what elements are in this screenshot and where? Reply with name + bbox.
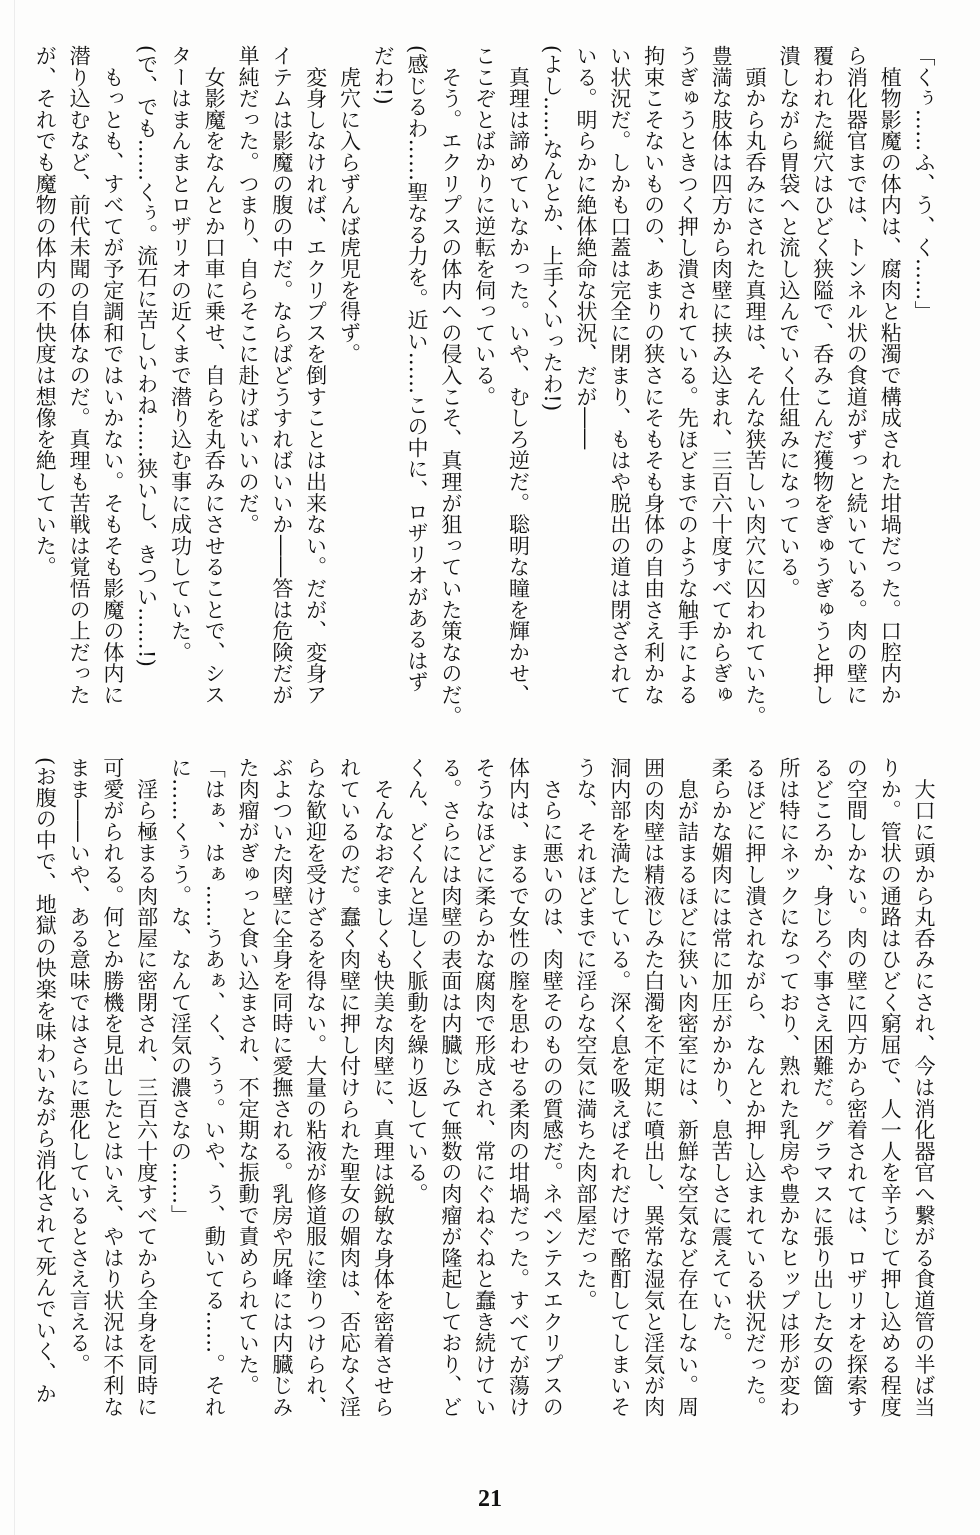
text-column: 豊満な肢体は四方から肉壁に挟み込まれ、三百六十度すべてからぎゅ: [709, 45, 734, 706]
text-column: ぶよついた肉壁に全身を同時に愛撫される。乳房や尻峰には内臓じみ: [269, 757, 294, 1418]
text-column: に……くぅう。な、なんて淫気の濃さなの……」: [168, 757, 193, 1226]
text-column: 単純だった。つまり、自らそこに赴けばいいのだ。: [236, 45, 261, 535]
upper-text-block: [27, 45, 940, 725]
text-column: 息が詰まるほどに狭い肉密室には、新鮮な空気など存在しない。周: [675, 757, 700, 1418]
text-column: いる。明らかに絶体絶命な状況、だが――: [574, 45, 599, 450]
text-column: 囲の肉壁は精液じみた白濁を不定期に噴出し、異常な湿気と淫気が肉: [641, 757, 666, 1418]
text-column: さらに悪いのは、肉壁そのものの質感だ。ネペンテスエクリプスの: [540, 757, 565, 1418]
text-column: そうなほどに柔らかな腐肉で形成され、常にぐねぐねと蠢き続けてい: [472, 757, 497, 1418]
text-column: イテムは影魔の腹の中だ。ならばどうすればいいか――答は危険だが: [269, 45, 294, 706]
page-number: 21: [478, 1486, 502, 1512]
text-column: 大口に頭から丸呑みにされ、今は消化器官へ繋がる食道管の半ば当: [912, 757, 936, 1418]
text-column: くん、どくんと逞しく脈動を繰り返している。: [405, 757, 430, 1205]
text-column: 虎穴に入らずんば虎児を得ず。: [337, 45, 362, 365]
text-column: 潜り込むなど、前代未聞の自体なのだ。真理も苦戦は覚悟の上だった: [67, 45, 92, 706]
text-column: (よし……なんとか、上手くいったわ!): [540, 45, 565, 412]
text-column: るどころか、身じろぐ事さえ困難だ。グラマスに張り出した女の箇: [810, 757, 835, 1396]
text-column: い状況だ。しかも口蓋は完全に閉まり、もはや脱出の道は閉ざされて: [607, 45, 632, 706]
text-column: が、それでも魔物の体内の不快度は想像を絶していた。: [33, 45, 58, 578]
text-column: ここぞとばかりに逆転を伺っている。: [472, 45, 497, 408]
text-column: 頭から丸呑みにされた真理は、そんな狭苦しい肉穴に囚われていた。: [743, 45, 768, 727]
text-column: 変身しなければ、エクリプスを倒すことは出来ない。だが、変身ア: [303, 45, 328, 706]
text-column: まま――いや、ある意味ではさらに悪化しているとさえ言える。: [67, 757, 92, 1375]
text-column: らな歓迎を受けざるを得ない。大量の粘液が修道服に塗りつけられ、: [303, 757, 328, 1418]
text-column: 「くぅ……ふ、う、く……」: [912, 45, 936, 322]
text-column: 真理は諦めていなかった。いや、むしろ逆だ。聡明な瞳を輝かせ、: [506, 45, 531, 706]
text-column: もっとも、すべてが予定調和ではいかない。そもそも影魔の体内に: [100, 45, 125, 706]
text-column: 「はぁ、はぁ……うあぁ、く、うぅ。いや、う、動いてる……。それ: [202, 757, 227, 1418]
text-column: 所は特にネックになっており、熟れた乳房や豊かなヒップは形が変わ: [776, 757, 801, 1418]
scan-edge-line: [14, 0, 15, 1535]
text-column: るほどに押し潰されながら、なんとか押し込まれている状況だった。: [743, 757, 768, 1418]
text-column: (で、でも……くぅ。流石に苦しいわね……狭いし、きつい……!): [134, 45, 159, 668]
text-column: ら消化器官までは、トンネル状の食道がずっと続いている。肉の壁に: [844, 45, 869, 706]
text-column: そう。エクリプスの体内への侵入こそ、真理が狙っていた策なのだ。: [438, 45, 463, 727]
text-column: 柔らかな媚肉には常に加圧がかかり、息苦しさに震えていた。: [709, 757, 734, 1354]
text-column: うぎゅうときつく押し潰されている。先ほどまでのような触手による: [675, 45, 700, 706]
text-column: 可愛がられる。何とか勝機を見出したとはいえ、やはり状況は不利な: [100, 757, 125, 1418]
text-column: (お腹の中で、地獄の快楽を味わいながら消化されて死んでいく、か: [33, 757, 58, 1405]
text-column: うな、それほどまでに淫らな空気に満ちた肉部屋だった。: [574, 757, 599, 1311]
text-column: 拘束こそないものの、あまりの狭さにそもそも身体の自由さえ利かな: [641, 45, 666, 706]
lower-text-block: [27, 757, 940, 1437]
text-column: る。さらには肉壁の表面は内臓じみて無数の肉瘤が隆起しており、ど: [438, 757, 463, 1418]
text-column: ターはまんまとロザリオの近くまで潜り込む事に成功していた。: [168, 45, 193, 663]
text-column: 洞内部を満たしている。深く息を吸えばそれだけで酩酊してしまいそ: [607, 757, 632, 1418]
text-column: 女影魔をなんとか口車に乗せ、自らを丸呑みにさせることで、シス: [202, 45, 227, 706]
text-column: りか。管状の通路はひどく窮屈で、人一人を辛うじて押し込める程度: [878, 757, 903, 1418]
text-column: た肉瘤がぎゅっと食い込まされ、不定期な振動で責められていた。: [236, 757, 261, 1396]
text-column: 植物影魔の体内は、腐肉と粘濁で構成された坩堝だった。口腔内か: [878, 45, 903, 706]
text-column: 潰しながら胃袋へと流し込んでいく仕組みになっている。: [776, 45, 801, 599]
text-column: の空間しかない。肉の壁に四方から密着されては、ロザリオを探索す: [844, 757, 869, 1418]
text-column: (感じるわ……聖なる力を。近い……この中に、ロザリオがあるはず: [405, 45, 430, 693]
text-column: れているのだ。蠢く肉壁に押し付けられた聖女の媚肉は、否応なく淫: [337, 757, 362, 1418]
text-column: 覆われた縦穴はひどく狭隘で、呑みこんだ獲物をぎゅうぎゅうと押し: [810, 45, 835, 706]
text-column: 体内は、まるで女性の膣を思わせる柔肉の坩堝だった。すべてが蕩け: [506, 757, 531, 1418]
text-column: そんなおぞましくも快美な肉壁に、真理は鋭敏な身体を密着させら: [371, 757, 396, 1418]
text-column: だわ!): [371, 45, 396, 105]
text-column: 淫ら極まる肉部屋に密閉され、三百六十度すべてから全身を同時に: [134, 757, 159, 1418]
